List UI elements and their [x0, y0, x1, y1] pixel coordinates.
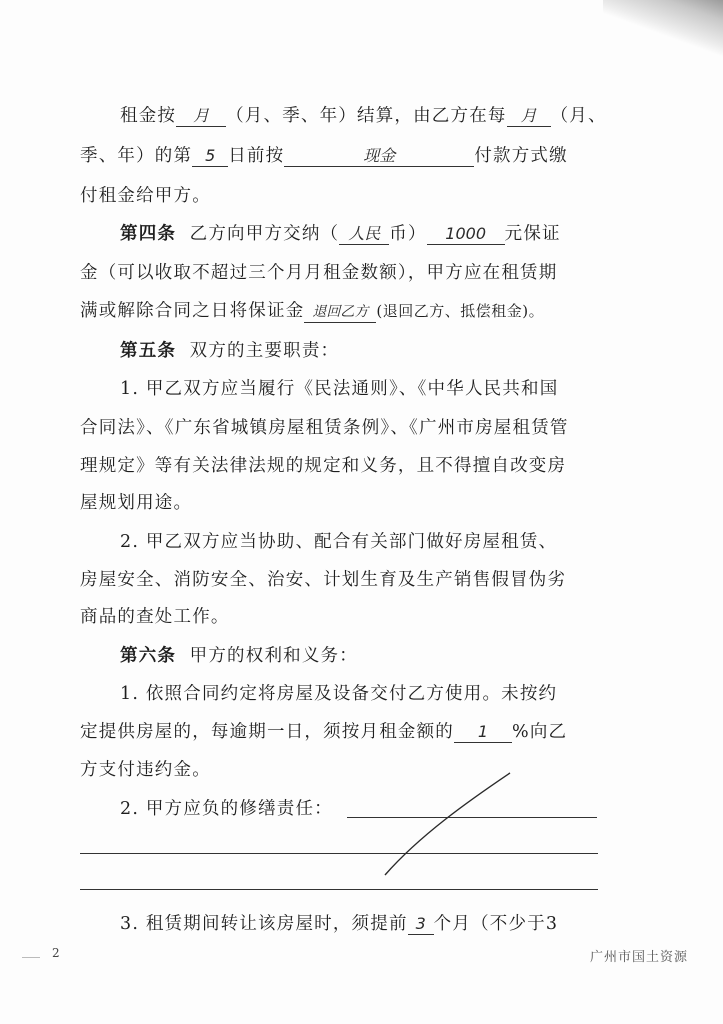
penalty-rate-field: 1 — [454, 720, 512, 743]
article-4-line-1: 第四条 乙方向甲方交纳（ 人民 币） 1000 元保证 — [120, 224, 561, 244]
article-5-item1-line-3: 理规定》等有关法律法规的规定和义务，且不得擅自改变房 — [80, 456, 567, 476]
article-5-heading: 第五条 双方的主要职责： — [120, 341, 340, 361]
pay-cycle-field: 月 — [507, 104, 551, 127]
footer-dash — [22, 957, 40, 958]
footer-publisher: 广州市国土资源 — [590, 950, 689, 965]
deposit-handling-field: 退回乙方 — [304, 300, 376, 323]
article-5-item1-line-2: 合同法》、《广东省城镇房屋租赁条例》、《广州市房屋租赁管 — [80, 418, 569, 438]
article-6-item1-line-3: 方支付违约金。 — [80, 760, 211, 780]
deposit-amount-field: 1000 — [427, 222, 505, 245]
article-4-line-3: 满或解除合同之日将保证金 退回乙方 (退回乙方、抵偿租金)。 — [80, 301, 545, 321]
article-5-item1-line-4: 屋规划用途。 — [80, 493, 193, 513]
pay-method-field: 现金 — [284, 144, 474, 167]
article-4-title: 第四条 — [120, 224, 177, 244]
currency-field: 人民 — [339, 222, 389, 245]
article-5-item1-line-1: 1. 甲乙双方应当履行《民法通则》、《中华人民共和国 — [120, 379, 559, 399]
article-5-item2-line-2: 房屋安全、消防安全、治安、计划生育及生产销售假冒伪劣 — [80, 570, 567, 590]
pay-day-field: 5 — [192, 144, 228, 167]
rent-cycle-field: 月 — [176, 104, 226, 127]
page-number: 2 — [52, 946, 60, 960]
article-5-title: 第五条 — [120, 341, 177, 361]
rent-clause-line-2: 季、年）的第 5 日前按 现金 付款方式缴 — [80, 146, 568, 166]
article-5-item2-line-3: 商品的查处工作。 — [80, 607, 230, 627]
rent-clause-line-3: 付租金给甲方。 — [80, 186, 211, 206]
article-6-item1-line-1: 1. 依照合同约定将房屋及设备交付乙方使用。未按约 — [120, 684, 558, 704]
rent-clause-line-1: 租金按 月 （月、季、年）结算，由乙方在每 月 （月、 — [120, 106, 607, 126]
article-6-item1-line-2: 定提供房屋的，每逾期一日，须按月租金额的 1 %向乙 — [80, 722, 568, 742]
article-6-title: 第六条 — [120, 646, 177, 666]
article-4-line-2: 金（可以收取不超过三个月月租金数额），甲方应在租赁期 — [80, 263, 558, 283]
notice-months-field: 3 — [408, 912, 434, 935]
article-6-item2: 2. 甲方应负的修缮责任： — [120, 799, 333, 819]
article-6-item3: 3. 租赁期间转让该房屋时，须提前 3 个月（不少于3 — [120, 914, 559, 934]
article-6-heading: 第六条 甲方的权利和义务： — [120, 646, 358, 666]
article-5-item2-line-1: 2. 甲乙双方应当协助、配合有关部门做好房屋租赁、 — [120, 532, 558, 552]
